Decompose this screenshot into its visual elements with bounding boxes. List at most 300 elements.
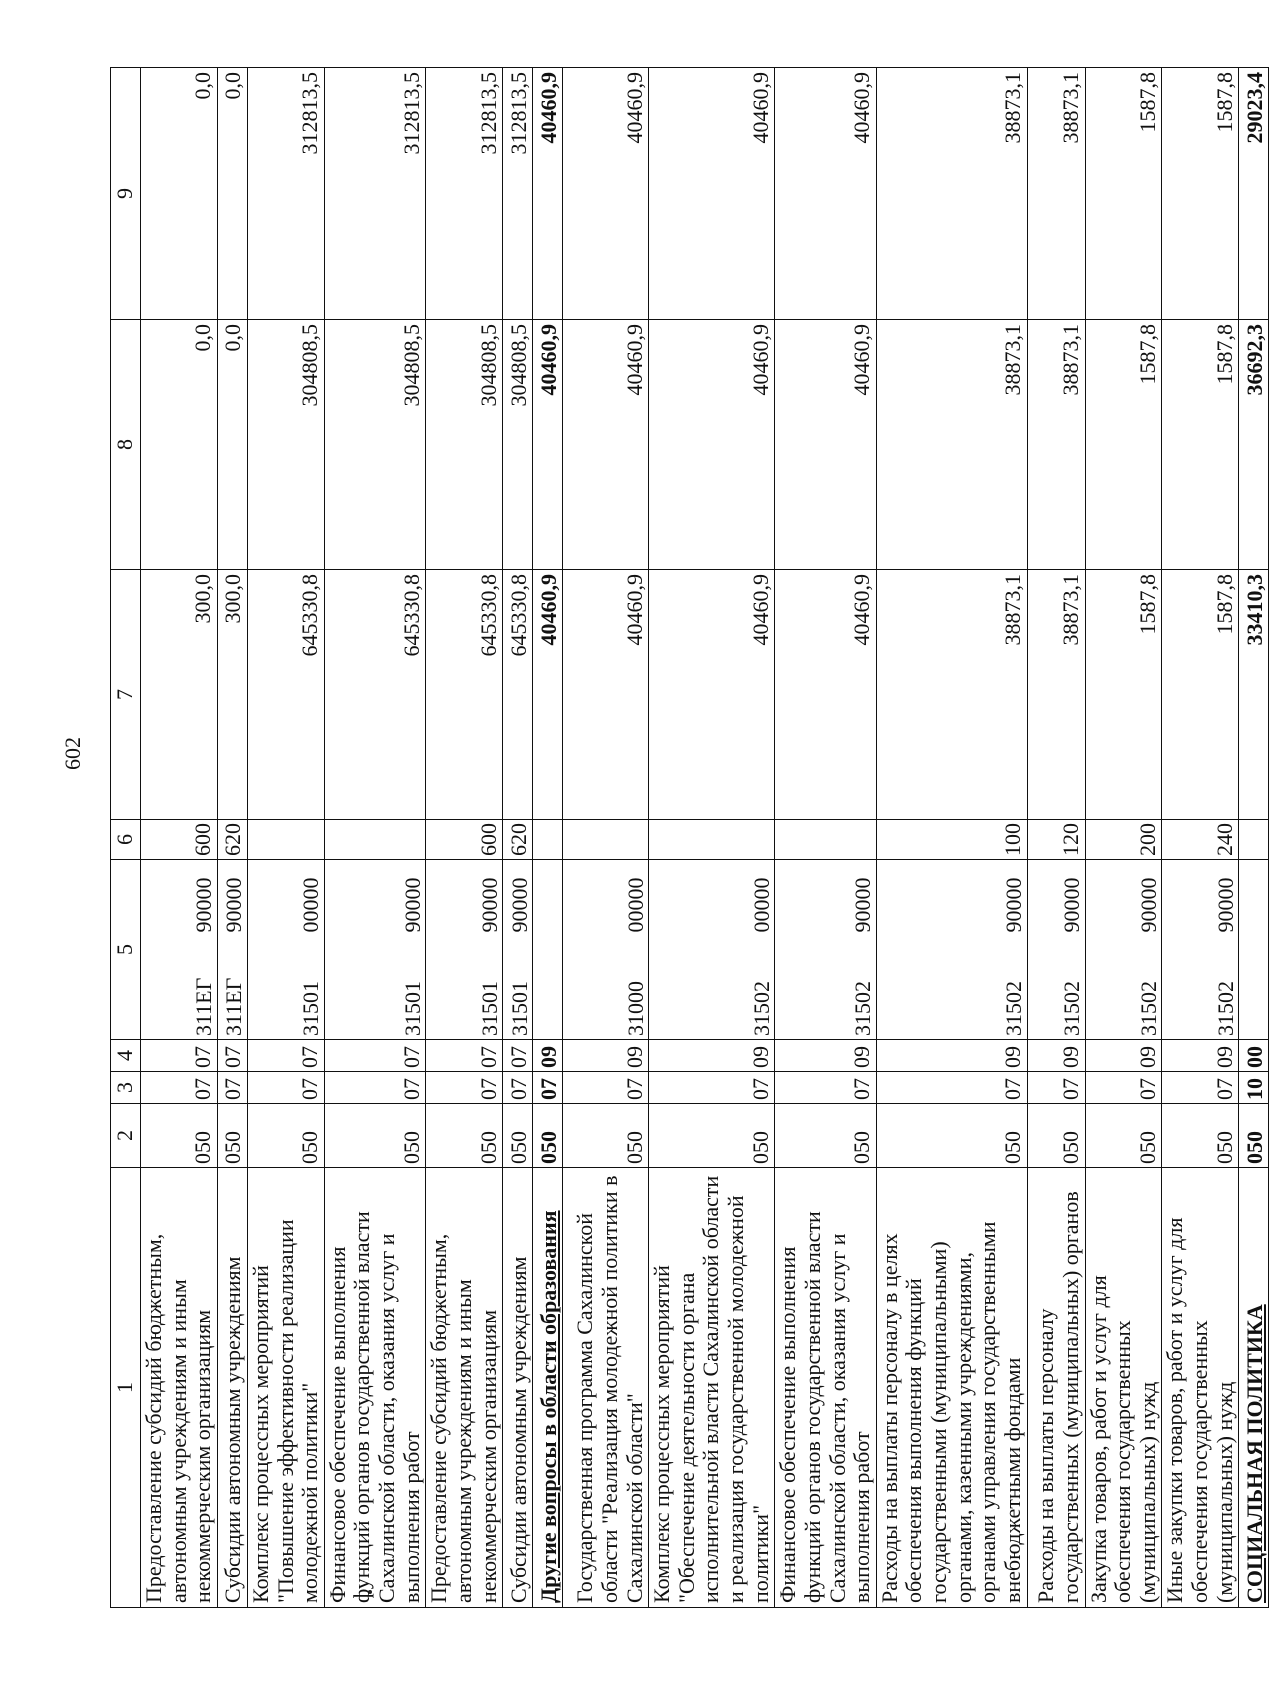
- expense-type-code: [533, 820, 563, 860]
- row-name: [141, 1168, 218, 1608]
- amount-col-9-text: 312813,5: [297, 72, 323, 155]
- table-row: [649, 68, 775, 1608]
- row-name: [247, 1168, 324, 1608]
- target-article-code: [533, 860, 563, 1040]
- subsection-code: [503, 1040, 533, 1072]
- target-article-part: 90000: [221, 877, 247, 933]
- row-name-text: Субсидии автономным учреждениям: [505, 1256, 531, 1603]
- subsection-code: [217, 1040, 247, 1072]
- amount-col-8-text: 36692,3: [1241, 324, 1267, 396]
- section-code: [503, 1072, 533, 1104]
- section-code-text: 07: [1057, 1078, 1083, 1100]
- expense-type-code: [247, 820, 324, 860]
- amount-col-8-text: 304808,5: [505, 324, 531, 407]
- amount-col-8-text: 304808,5: [398, 324, 424, 407]
- row-name: [533, 1168, 563, 1608]
- amount-col-9-text: 1587,8: [1134, 72, 1160, 133]
- subsection-code: [533, 1040, 563, 1072]
- expense-type-code: [1085, 820, 1162, 860]
- section-code: [876, 1072, 1027, 1104]
- amount-col-9-text: 40460,9: [849, 72, 875, 144]
- target-article-code: [649, 860, 775, 1040]
- expense-type-code: [1162, 820, 1239, 860]
- ministry-code: [533, 1104, 563, 1168]
- table-row: [247, 68, 324, 1608]
- expense-type-code-text: 100: [999, 823, 1025, 856]
- table-row: [1085, 68, 1162, 1608]
- amount-col-9-text: 40460,9: [621, 72, 647, 144]
- section-code-text: 07: [535, 1078, 561, 1100]
- subsection-code-text: 07: [297, 1046, 323, 1068]
- row-name-text: Комплекс процессных мероприятий "Повышение эффективности реализации молодежной политики": [247, 1219, 323, 1603]
- subsection-code: [1027, 1040, 1085, 1072]
- target-article-code: [1027, 860, 1085, 1040]
- row-name-text: Иные закупки товаров, работ и услуг для обеспечения государственных (муниципальных) нужд: [1162, 1217, 1237, 1603]
- amount-col-9-text: 312813,5: [505, 72, 531, 155]
- section-code-text: 07: [220, 1078, 246, 1100]
- subsection-code: [324, 1040, 426, 1072]
- amount-col-7-text: 33410,3: [1241, 574, 1267, 646]
- subsection-code: [563, 1040, 649, 1072]
- expense-type-code: [1239, 820, 1269, 860]
- table-row: [503, 68, 533, 1608]
- target-article-code: [324, 860, 426, 1040]
- amount-col-8-text: 40460,9: [621, 324, 647, 396]
- expense-type-code: [324, 820, 426, 860]
- amount-col-9: [217, 68, 247, 320]
- ministry-code-text: 050: [1241, 1131, 1267, 1164]
- ministry-code: [1027, 1104, 1085, 1168]
- expense-type-code-text: 200: [1134, 823, 1160, 856]
- amount-col-9-text: 1587,8: [1211, 72, 1237, 133]
- amount-col-8: [247, 320, 324, 570]
- amount-col-7: [649, 570, 775, 820]
- row-name-text: Расходы на выплаты персоналу в целях обеспечения выполнения функций государственными (муниципальными) органами, казенными учреждениями, органами управления государственными внебюджетными фондами: [876, 1221, 1025, 1603]
- amount-col-7: [1239, 570, 1269, 820]
- row-name: [426, 1168, 503, 1608]
- row-name: [649, 1168, 775, 1608]
- target-article-part: 31502: [748, 981, 774, 1036]
- amount-col-7: [247, 570, 324, 820]
- ministry-code-text: 050: [747, 1131, 773, 1164]
- target-article-code: [426, 860, 503, 1040]
- amount-col-7-text: 40460,9: [747, 574, 773, 646]
- section-code: [324, 1072, 426, 1104]
- section-code-text: 07: [190, 1078, 216, 1100]
- amount-col-9-text: 0,0: [220, 72, 246, 100]
- ministry-code-text: 050: [1057, 1131, 1083, 1164]
- section-code: [426, 1072, 503, 1104]
- ministry-code: [649, 1104, 775, 1168]
- amount-col-8: [1027, 320, 1085, 570]
- row-name: [1085, 1168, 1162, 1608]
- amount-col-7-text: 300,0: [220, 574, 246, 624]
- row-name-text: Комплекс процессных мероприятий "Обеспечение деятельности органа исполнительной власти Сахалинской области и реализация государственной молодежной политики": [649, 1175, 773, 1603]
- target-article-part: 31501: [476, 981, 502, 1036]
- amount-col-8-text: 0,0: [220, 324, 246, 352]
- subsection-code: [1085, 1040, 1162, 1072]
- section-code: [217, 1072, 247, 1104]
- ministry-code: [324, 1104, 426, 1168]
- section-code-text: 07: [297, 1078, 323, 1100]
- row-name: [217, 1168, 247, 1608]
- amount-col-8: [324, 320, 426, 570]
- amount-col-8: [1085, 320, 1162, 570]
- ministry-code: [1162, 1104, 1239, 1168]
- ministry-code-text: 050: [190, 1131, 216, 1164]
- target-article-part: 00000: [748, 877, 774, 933]
- table-body: [141, 68, 1269, 1608]
- amount-col-9-text: 0,0: [190, 72, 216, 100]
- section-code: [649, 1072, 775, 1104]
- amount-col-8-text: 38873,1: [1057, 324, 1083, 396]
- target-article-part: 90000: [399, 877, 425, 933]
- section-code-text: 10: [1241, 1078, 1267, 1100]
- row-name: [503, 1168, 533, 1608]
- expense-type-code-text: 240: [1211, 823, 1237, 856]
- ministry-code: [503, 1104, 533, 1168]
- header-row: [111, 68, 141, 1608]
- subsection-code-text: 07: [398, 1046, 424, 1068]
- target-article-part: 31000: [622, 981, 648, 1036]
- section-code-text: 07: [1134, 1078, 1160, 1100]
- amount-col-8: [649, 320, 775, 570]
- subsection-code: [141, 1040, 218, 1072]
- amount-col-7: [1027, 570, 1085, 820]
- section-code-text: 07: [621, 1078, 647, 1100]
- table-row: [324, 68, 426, 1608]
- ministry-code: [247, 1104, 324, 1168]
- row-name-text: Финансовое обеспечение выполнения функций органов государственной власти Сахалинской области, оказания услуг и выполнения работ: [324, 1211, 424, 1603]
- row-name-text: Государственная программа Сахалинской области "Реализация молодежной политики в Сахалинской области": [572, 1175, 647, 1603]
- amount-col-7: [563, 570, 649, 820]
- amount-col-7-text: 645330,8: [398, 574, 424, 657]
- amount-col-8-text: 40460,9: [849, 324, 875, 396]
- amount-col-9-text: 40460,9: [535, 72, 561, 144]
- amount-col-8-text: 38873,1: [999, 324, 1025, 396]
- amount-col-9: [775, 68, 877, 320]
- target-article-part: 90000: [1135, 877, 1161, 933]
- expense-type-code-text: 620: [505, 823, 531, 856]
- row-name: [1239, 1168, 1269, 1608]
- ministry-code-text: 050: [849, 1131, 875, 1164]
- target-article-code: [1085, 860, 1162, 1040]
- row-name: [775, 1168, 877, 1608]
- amount-col-9-text: 38873,1: [999, 72, 1025, 144]
- target-article-part: 00000: [298, 877, 324, 933]
- ministry-code: [141, 1104, 218, 1168]
- target-article-part: 31501: [506, 981, 532, 1036]
- amount-col-7: [533, 570, 563, 820]
- target-article-part: 31502: [1212, 981, 1238, 1036]
- subsection-code: [876, 1040, 1027, 1072]
- table-row: [141, 68, 218, 1608]
- target-article-part: 311ЕГ: [221, 977, 247, 1036]
- section-code: [247, 1072, 324, 1104]
- ministry-code-text: 050: [475, 1131, 501, 1164]
- subsection-code: [775, 1040, 877, 1072]
- subsection-code: [1162, 1040, 1239, 1072]
- ministry-code: [876, 1104, 1027, 1168]
- ministry-code-text: 050: [999, 1131, 1025, 1164]
- amount-col-9-text: 29023,4: [1241, 72, 1267, 144]
- section-code: [141, 1072, 218, 1104]
- target-article-code: [1162, 860, 1239, 1040]
- col-header: 7: [111, 570, 141, 820]
- row-name-text: Закупка товаров, работ и услуг для обеспечения государственных (муниципальных) нужд: [1085, 1275, 1160, 1603]
- amount-col-8-text: 0,0: [190, 324, 216, 352]
- section-code: [1162, 1072, 1239, 1104]
- target-article-code: [775, 860, 877, 1040]
- subsection-code: [1239, 1040, 1269, 1072]
- amount-col-8-text: 40460,9: [535, 324, 561, 396]
- target-article-part: 90000: [1212, 877, 1238, 933]
- ministry-code-text: 050: [398, 1131, 424, 1164]
- section-code: [1239, 1072, 1269, 1104]
- section-code: [563, 1072, 649, 1104]
- subsection-code-text: 09: [1211, 1046, 1237, 1068]
- subsection-code-text: 09: [747, 1046, 773, 1068]
- table-row: [217, 68, 247, 1608]
- section-code-text: 07: [475, 1078, 501, 1100]
- amount-col-9: [1239, 68, 1269, 320]
- expense-type-code-text: 600: [475, 823, 501, 856]
- expense-type-code: [141, 820, 218, 860]
- amount-col-7-text: 40460,9: [849, 574, 875, 646]
- ministry-code-text: 050: [220, 1131, 246, 1164]
- amount-col-8: [426, 320, 503, 570]
- amount-col-9: [503, 68, 533, 320]
- row-name: [563, 1168, 649, 1608]
- row-name: [1027, 1168, 1085, 1608]
- target-article-part: 31501: [298, 981, 324, 1036]
- row-name: [1162, 1168, 1239, 1608]
- expense-type-code: [503, 820, 533, 860]
- expense-type-code-text: 620: [220, 823, 246, 856]
- table-row: [1027, 68, 1085, 1608]
- ministry-code-text: 050: [1134, 1131, 1160, 1164]
- col-header: 5: [111, 860, 141, 1040]
- expense-type-code-text: 120: [1057, 823, 1083, 856]
- amount-col-9: [247, 68, 324, 320]
- amount-col-8: [141, 320, 218, 570]
- col-header: 6: [111, 820, 141, 860]
- subsection-code-text: 07: [505, 1046, 531, 1068]
- row-name: [324, 1168, 426, 1608]
- amount-col-7-text: 300,0: [190, 574, 216, 624]
- table-row: [426, 68, 503, 1608]
- amount-col-7: [775, 570, 877, 820]
- target-article-part: 31502: [850, 981, 876, 1036]
- amount-col-7: [503, 570, 533, 820]
- amount-col-9-text: 312813,5: [475, 72, 501, 155]
- amount-col-7-text: 1587,8: [1211, 574, 1237, 635]
- amount-col-8: [1239, 320, 1269, 570]
- subsection-code-text: 09: [999, 1046, 1025, 1068]
- amount-col-7-text: 40460,9: [621, 574, 647, 646]
- section-code-text: 07: [398, 1078, 424, 1100]
- amount-col-9: [1085, 68, 1162, 320]
- section-code: [1027, 1072, 1085, 1104]
- target-article-part: 311ЕГ: [191, 977, 217, 1036]
- row-name: [876, 1168, 1027, 1608]
- amount-col-8: [775, 320, 877, 570]
- row-name-text: Расходы на выплаты персоналу государственных (муниципальных) органов: [1033, 1191, 1083, 1603]
- subsection-code-text: 00: [1241, 1046, 1267, 1068]
- amount-col-7-text: 645330,8: [297, 574, 323, 657]
- row-name-text: Предоставление субсидий бюджетным, автономным учреждениям и иным некоммерческим организациям: [141, 1233, 216, 1603]
- target-article-code: [563, 860, 649, 1040]
- amount-col-7-text: 38873,1: [1057, 574, 1083, 646]
- table-row: [775, 68, 877, 1608]
- section-code-text: 07: [505, 1078, 531, 1100]
- amount-col-8-text: 1587,8: [1211, 324, 1237, 385]
- target-article-part: 90000: [1000, 877, 1026, 933]
- subsection-code-text: 09: [535, 1046, 561, 1068]
- target-article-code: [1239, 860, 1269, 1040]
- col-header: 9: [111, 68, 141, 320]
- expense-type-code-text: 600: [190, 823, 216, 856]
- amount-col-9: [1162, 68, 1239, 320]
- amount-col-9-text: 38873,1: [1057, 72, 1083, 144]
- target-article-code: [247, 860, 324, 1040]
- amount-col-9: [533, 68, 563, 320]
- subsection-code: [426, 1040, 503, 1072]
- section-code-text: 07: [1211, 1078, 1237, 1100]
- expense-type-code: [563, 820, 649, 860]
- amount-col-7-text: 40460,9: [535, 574, 561, 646]
- amount-col-9: [1027, 68, 1085, 320]
- col-header: 1: [111, 1168, 141, 1608]
- expense-type-code: [426, 820, 503, 860]
- amount-col-9: [876, 68, 1027, 320]
- table-row: [563, 68, 649, 1608]
- target-article-part: 31502: [1058, 981, 1084, 1036]
- ministry-code: [426, 1104, 503, 1168]
- ministry-code-text: 050: [505, 1131, 531, 1164]
- amount-col-9-text: 312813,5: [398, 72, 424, 155]
- table-row: [876, 68, 1027, 1608]
- amount-col-7: [1085, 570, 1162, 820]
- amount-col-9: [324, 68, 426, 320]
- ministry-code: [775, 1104, 877, 1168]
- budget-table: [110, 67, 1269, 1608]
- subsection-code-text: 09: [1134, 1046, 1160, 1068]
- row-name-text: Субсидии автономным учреждениям: [220, 1256, 246, 1603]
- rotated-page-content: [110, 68, 1267, 1608]
- ministry-code: [1239, 1104, 1269, 1168]
- target-article-part: 00000: [622, 877, 648, 933]
- amount-col-7: [1162, 570, 1239, 820]
- amount-col-7: [141, 570, 218, 820]
- table-row: [1162, 68, 1239, 1608]
- target-article-part: 90000: [191, 877, 217, 933]
- expense-type-code: [649, 820, 775, 860]
- col-header: 3: [111, 1072, 141, 1104]
- amount-col-8: [217, 320, 247, 570]
- amount-col-8: [876, 320, 1027, 570]
- target-article-code: [217, 860, 247, 1040]
- amount-col-8-text: 304808,5: [297, 324, 323, 407]
- amount-col-9: [141, 68, 218, 320]
- target-article-part: 31501: [399, 981, 425, 1036]
- amount-col-7-text: 1587,8: [1134, 574, 1160, 635]
- subsection-code: [649, 1040, 775, 1072]
- section-code: [775, 1072, 877, 1104]
- amount-col-9: [563, 68, 649, 320]
- amount-col-7-text: 645330,8: [475, 574, 501, 657]
- target-article-code: [141, 860, 218, 1040]
- amount-col-9: [426, 68, 503, 320]
- section-code-text: 07: [849, 1078, 875, 1100]
- amount-col-8-text: 1587,8: [1134, 324, 1160, 385]
- amount-col-8: [1162, 320, 1239, 570]
- section-code: [533, 1072, 563, 1104]
- ministry-code-text: 050: [297, 1131, 323, 1164]
- amount-col-7-text: 645330,8: [505, 574, 531, 657]
- ministry-code-text: 050: [1211, 1131, 1237, 1164]
- row-name-text: Финансовое обеспечение выполнения функций органов государственной власти Сахалинской области, оказания услуг и выполнения работ: [775, 1211, 875, 1603]
- amount-col-7: [876, 570, 1027, 820]
- table-row: [533, 68, 563, 1608]
- subsection-code-text: 07: [475, 1046, 501, 1068]
- subsection-code-text: 09: [621, 1046, 647, 1068]
- amount-col-8-text: 304808,5: [475, 324, 501, 407]
- section-code-text: 07: [747, 1078, 773, 1100]
- amount-col-8: [563, 320, 649, 570]
- target-article-part: 31502: [1135, 981, 1161, 1036]
- row-name-text: Другие вопросы в области образования: [535, 1210, 561, 1603]
- page-number: 602: [60, 737, 85, 770]
- target-article-code: [876, 860, 1027, 1040]
- target-article-part: 90000: [1058, 877, 1084, 933]
- expense-type-code: [1027, 820, 1085, 860]
- ministry-code: [217, 1104, 247, 1168]
- subsection-code-text: 07: [220, 1046, 246, 1068]
- ministry-code: [563, 1104, 649, 1168]
- ministry-code-text: 050: [535, 1131, 561, 1164]
- amount-col-9: [649, 68, 775, 320]
- amount-col-7: [324, 570, 426, 820]
- amount-col-7-text: 38873,1: [999, 574, 1025, 646]
- ministry-code-text: 050: [621, 1131, 647, 1164]
- amount-col-8: [533, 320, 563, 570]
- row-name-text: СОЦИАЛЬНАЯ ПОЛИТИКА: [1241, 1304, 1267, 1603]
- section-code: [1085, 1072, 1162, 1104]
- target-article-code: [503, 860, 533, 1040]
- subsection-code-text: 07: [190, 1046, 216, 1068]
- amount-col-8-text: 40460,9: [747, 324, 773, 396]
- subsection-code: [247, 1040, 324, 1072]
- amount-col-9-text: 40460,9: [747, 72, 773, 144]
- expense-type-code: [217, 820, 247, 860]
- target-article-part: 90000: [850, 877, 876, 933]
- amount-col-7: [426, 570, 503, 820]
- target-article-part: 31502: [1000, 981, 1026, 1036]
- expense-type-code: [775, 820, 877, 860]
- col-header: 2: [111, 1104, 141, 1168]
- subsection-code-text: 09: [1057, 1046, 1083, 1068]
- target-article-part: 90000: [506, 877, 532, 933]
- amount-col-7: [217, 570, 247, 820]
- subsection-code-text: 09: [849, 1046, 875, 1068]
- target-article-part: 90000: [476, 877, 502, 933]
- row-name-text: Предоставление субсидий бюджетным, автономным учреждениям и иным некоммерческим организациям: [426, 1233, 501, 1603]
- amount-col-8: [503, 320, 533, 570]
- table-row: [1239, 68, 1269, 1608]
- ministry-code: [1085, 1104, 1162, 1168]
- section-code-text: 07: [999, 1078, 1025, 1100]
